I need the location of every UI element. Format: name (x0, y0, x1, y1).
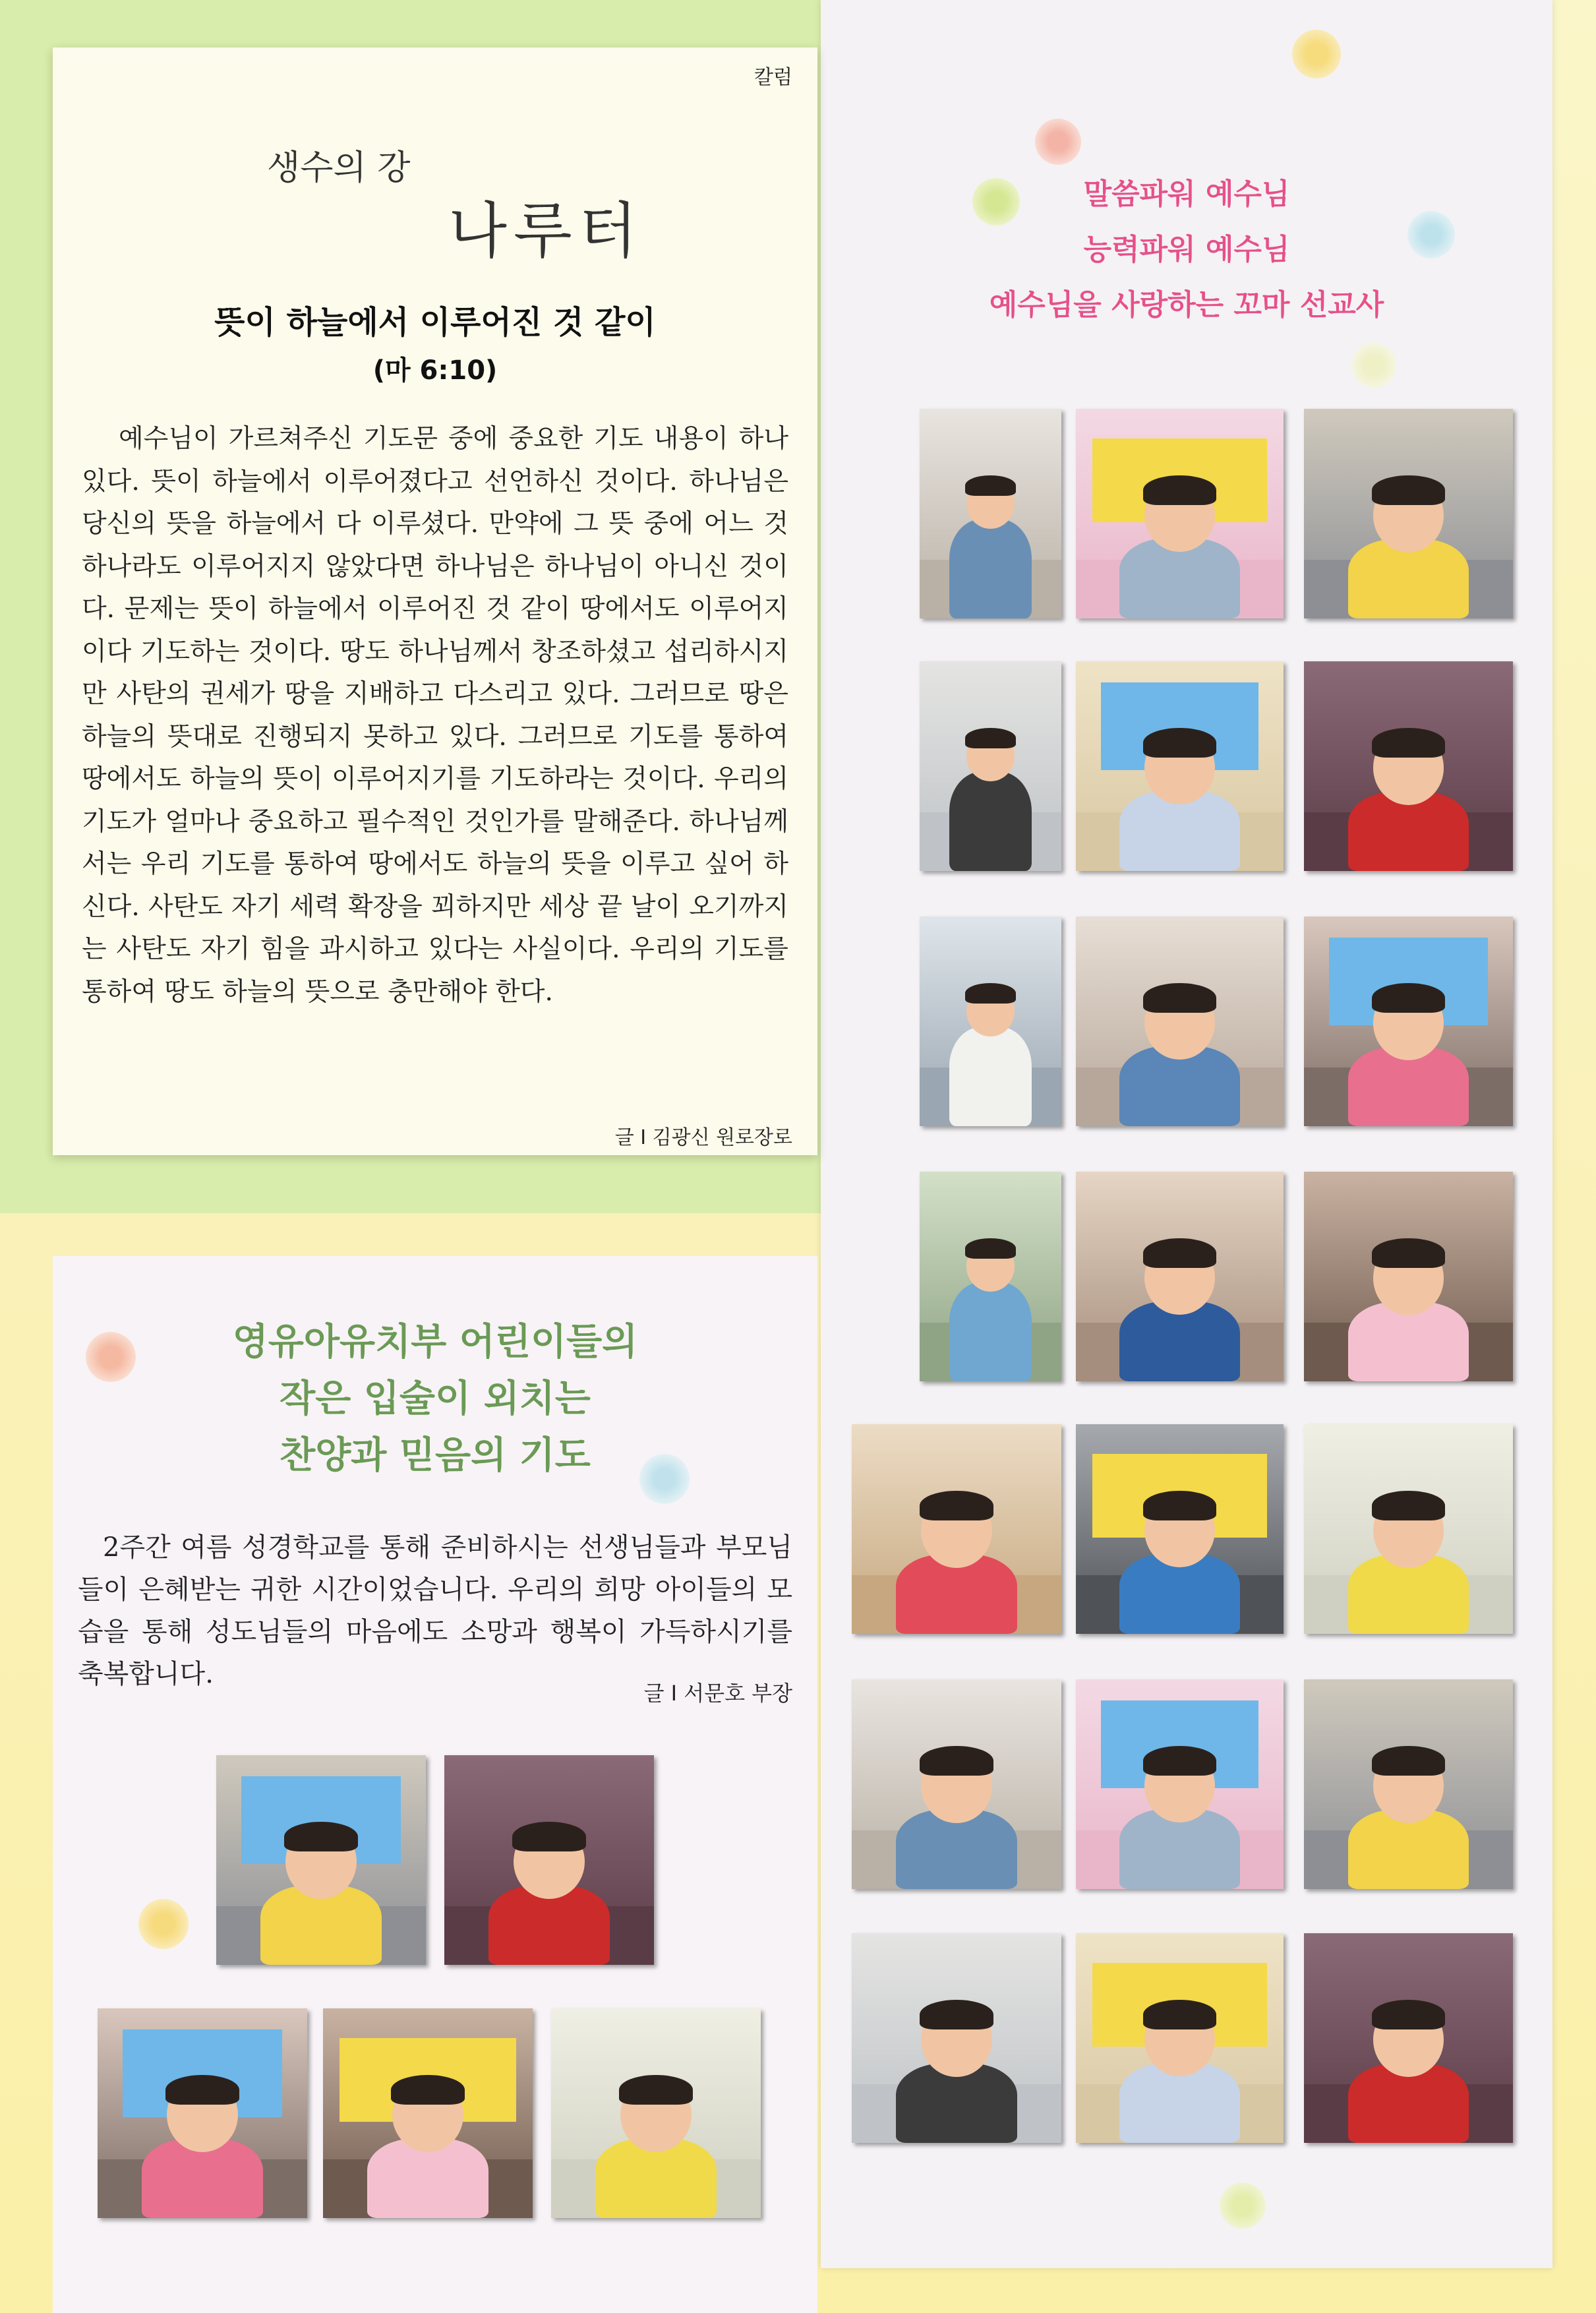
watercolor-dot (1292, 30, 1341, 78)
photo (323, 2008, 533, 2218)
photo (1076, 1679, 1284, 1889)
photo (1304, 916, 1513, 1126)
photo (1304, 1933, 1513, 2143)
photo (852, 1933, 1061, 2143)
kindergarten-title (53, 1314, 817, 1484)
kindergarten-title-line: 찬양과 믿음의 기도 (280, 1434, 591, 1477)
watercolor-dot (138, 1899, 189, 1949)
photo (1076, 409, 1284, 618)
photo (852, 1679, 1061, 1889)
photo (920, 661, 1061, 871)
child-hair (1143, 1491, 1216, 1520)
column-heading: 뜻이 하늘에서 이루어진 것 같이 (214, 304, 656, 341)
series-title: 생수의 강 (267, 148, 411, 188)
child-hair (1143, 1238, 1216, 1268)
child-hair (1372, 983, 1446, 1013)
child-shirt (949, 771, 1031, 871)
child-hair (965, 983, 1016, 1004)
slogan-line: 예수님을 사랑하는 꼬마 선교사 (989, 288, 1384, 322)
series-name: 나루터 (448, 196, 644, 266)
photo (1304, 1172, 1513, 1381)
child-hair (1143, 475, 1216, 505)
child-hair (1372, 475, 1446, 505)
child-hair (920, 2000, 993, 2029)
kindergarten-body-text: 2주간 여름 성경학교를 통해 준비하시는 선생님들과 부모님들이 은혜받는 귀한 시간이었습니다. 우리의 희망 아이들의 모습을 통해 성도님들의 마음에도 소망과 행복이 가득하시기를 축복합니다. (78, 1532, 792, 1689)
child-shirt (949, 519, 1031, 618)
child-hair (965, 1238, 1016, 1259)
photo (1076, 916, 1284, 1126)
child-hair (1372, 2000, 1446, 2029)
child-hair (284, 1822, 358, 1851)
column-verse-reference: (마 6:10) (372, 355, 498, 386)
photo (920, 1172, 1061, 1381)
photo (216, 1755, 426, 1965)
photo (551, 2008, 761, 2218)
child-hair (1143, 728, 1216, 758)
photo (1076, 1933, 1284, 2143)
child-hair (1143, 983, 1216, 1013)
photo-gallery-panel (821, 0, 1552, 2268)
slogan-line: 능력파워 예수님 (1083, 233, 1290, 266)
photo (920, 409, 1061, 618)
child-hair (1372, 1238, 1446, 1268)
photo (1076, 1424, 1284, 1634)
photo (852, 1424, 1061, 1634)
column-body-text: 예수님이 가르쳐주신 기도문 중에 중요한 기도 내용이 하나 있다. 뜻이 하늘에서 이루어졌다고 선언하신 것이다. 하나님은 당신의 뜻을 하늘에서 다 이루셨다. 만약에 그 뜻 중에 어느 것 하나라도 이루어지지 않았다면 하나님은 하나님이 아니신 것이다. 문제는 뜻이 하늘에서 이루어진 것 같이 땅에서도 이루어지이다 기도하는 것이다. 땅도 하나님께서 창조하셨고 섭리하시지만 사탄의 권세가 땅을 지배하고 다스리고 있다. 그러므로 땅은 하늘의 뜻대로 진행되지 못하고 있다. 그러므로 기도를 통하여 땅에서도 하늘의 뜻이 이루어지기를 기도하라는 것이다. 우리의 기도가 얼마나 중요하고 필수적인 것인가를 말해준다. 하나님께서는 우리 기도를 통하여 땅에서도 하늘의 뜻을 이루고 싶어 하신다. 사탄도 자기 세력 확장을 꾀하지만 세상 끝 날이 오기까지는 사탄도 자기 힘을 과시하고 있다는 사실이다. 우리의 기도를 통하여 땅도 하늘의 뜻으로 충만해야 한다. (82, 424, 788, 1007)
photo (1304, 409, 1513, 618)
watercolor-dot (1351, 343, 1396, 388)
photo (1304, 1679, 1513, 1889)
child-shirt (949, 1027, 1031, 1126)
child-shirt (949, 1282, 1031, 1381)
watercolor-dot (1035, 119, 1081, 165)
kindergarten-title-line: 작은 입술이 외치는 (280, 1377, 591, 1420)
photo (98, 2008, 307, 2218)
photo (1304, 1424, 1513, 1634)
photo (920, 916, 1061, 1126)
child-hair (1143, 1746, 1216, 1776)
child-hair (965, 728, 1016, 748)
column-byline: 글 I 김광신 원로장로 (614, 1126, 792, 1149)
slogan-line: 말씀파워 예수님 (1083, 177, 1290, 211)
photo (1076, 661, 1284, 871)
photo (444, 1755, 654, 1965)
child-hair (391, 2075, 465, 2105)
child-hair (1143, 2000, 1216, 2029)
child-hair (1372, 1491, 1446, 1520)
child-hair (165, 2075, 239, 2105)
column-category-tag: 칼럼 (754, 66, 792, 89)
child-hair (512, 1822, 586, 1851)
child-hair (965, 475, 1016, 496)
child-hair (920, 1746, 993, 1776)
photo (1304, 661, 1513, 871)
child-hair (619, 2075, 693, 2105)
child-hair (1372, 728, 1446, 758)
kindergarten-title-line: 영유아유치부 어린이들의 (232, 1321, 638, 1364)
kindergarten-byline: 글 I 서문호 부장 (643, 1681, 792, 1706)
child-hair (920, 1491, 993, 1520)
watercolor-dot (1220, 2182, 1266, 2229)
photo (1076, 1172, 1284, 1381)
column-article-card (53, 47, 817, 1155)
child-hair (1372, 1746, 1446, 1776)
